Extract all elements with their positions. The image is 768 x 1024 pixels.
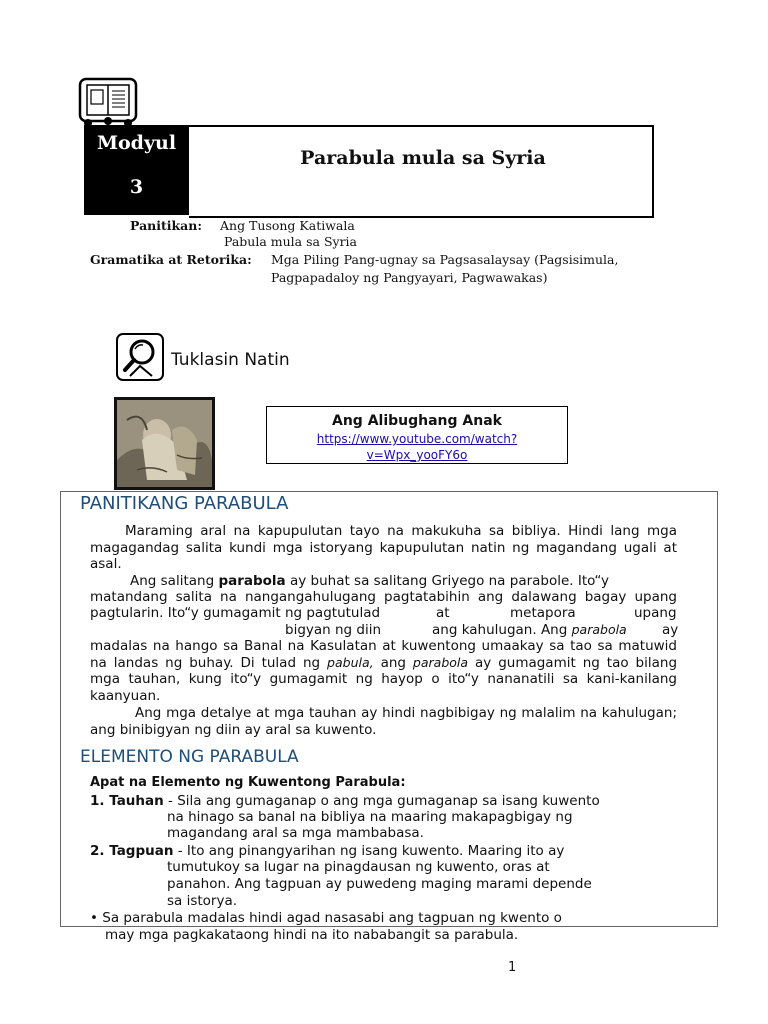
- paragraph-2-line-5: madalas na hango sa Banal na Kasulatan at kuwentong umaakay sa tao sa matuwid: [90, 638, 677, 654]
- module-label: Modyul: [96, 132, 177, 154]
- paragraph-1: Maraming aral na kapupulutan tayo na makukuha sa bibliya. Hindi lang mga magagandag salita kundi mga istoryang kapupulutan natin ng magandang ugali at asal.: [90, 523, 677, 572]
- elemento-subheading: Apat na Elemento ng Kuwentong Parabula:: [90, 775, 406, 790]
- paragraph-2-line-3d: upang: [634, 605, 677, 621]
- panitikan-value-2: Pabula mula sa Syria: [224, 234, 357, 249]
- element-item-tauhan-line-3: magandang aral sa mga mambabasa.: [167, 825, 424, 841]
- paragraph-2-line-2: matandang salita na nangangahulugang pagtatabihin ang dalawang bagay upang: [90, 589, 677, 605]
- paragraph-2-line-3b: at: [436, 605, 450, 621]
- paragraph-2-line-7: mga tauhan, kung ito“y gumagamit ng hayop o ito“y nananatili sa kani-kanilang: [90, 671, 677, 687]
- paragraph-2-line-6: na landas ng buhay. Di tulad ng pabula, ang parabola ay gumagamit ng tao bilang: [90, 655, 678, 671]
- bullet-note-line-1: • Sa parabula madalas hindi agad nasasabi ang tagpuan ng kwento o: [90, 910, 562, 926]
- elemento-heading: ELEMENTO NG PARABULA: [80, 747, 299, 767]
- paragraph-2-line-4a: bigyan ng diin: [285, 622, 382, 638]
- module-title: Parabula mula sa Syria: [300, 147, 546, 169]
- element-item-tagpuan-line-2: tumutukoy sa lugar na pinagdausan ng kuwento, oras at: [167, 859, 550, 875]
- magnifying-glass-icon: [116, 333, 164, 381]
- gramatika-value-2: Pagpapadaloy ng Pangyayari, Pagwawakas): [271, 270, 548, 285]
- element-item-tagpuan-line-3: panahon. Ang tagpuan ay puwedeng maging marami depende: [167, 876, 592, 892]
- paragraph-2-line-4d: ay: [662, 622, 679, 638]
- paragraph-3: Ang mga detalye at mga tauhan ay hindi nagbibigay ng malalim na kahulugan; ang binibigyan ng diin ay aral sa kuwento.: [90, 705, 677, 738]
- panitikan-value-1: Ang Tusong Katiwala: [220, 218, 355, 233]
- gramatika-label: Gramatika at Retorika:: [90, 252, 252, 267]
- element-item-tagpuan: 2. Tagpuan - Ito ang pinangyarihan ng isang kuwento. Maaring ito ay: [90, 843, 565, 859]
- paragraph-2-line-3a: pagtularin. Ito“y gumagamit ng pagtutulad: [90, 605, 381, 621]
- video-reference-box: [266, 406, 568, 464]
- paragraph-2-line-3c: metapora: [510, 605, 576, 621]
- video-link[interactable]: https://www.youtube.com/watch?: [316, 432, 518, 446]
- parable-illustration: [114, 397, 215, 490]
- bullet-note-line-2: may mga pagkakataong hindi na ito nababangit sa parabula.: [105, 927, 519, 943]
- module-label-box: [84, 125, 189, 215]
- video-link-continued[interactable]: v=Wpx_yooFY6o: [366, 448, 468, 462]
- element-item-tauhan: 1. Tauhan - Sila ang gumaganap o ang mga gumaganap sa isang kuwento: [90, 793, 600, 809]
- paragraph-2-line-8: kaanyuan.: [90, 688, 161, 704]
- gramatika-value-1: Mga Piling Pang-ugnay sa Pagsasalaysay (Pagsisimula,: [271, 252, 619, 267]
- paragraph-2-line-4: ang kahulugan. Ang parabola: [432, 622, 627, 638]
- panitikan-label: Panitikan:: [130, 218, 202, 233]
- element-item-tagpuan-line-4: sa istorya.: [167, 893, 238, 909]
- video-title: Ang Alibughang Anak: [332, 413, 502, 429]
- paragraph-2-line-1: Ang salitang parabola ay buhat sa salitang Griyego na parabole. Ito“y: [130, 573, 609, 589]
- panitikang-heading: PANITIKANG PARABULA: [80, 493, 289, 514]
- section-title: Tuklasin Natin: [171, 350, 290, 370]
- page-number: 1: [508, 960, 517, 975]
- element-item-tauhan-line-2: na hinago sa banal na bibliya na maaring makapagbigay ng: [167, 809, 573, 825]
- module-title-box: [189, 125, 654, 218]
- module-number: 3: [129, 176, 144, 198]
